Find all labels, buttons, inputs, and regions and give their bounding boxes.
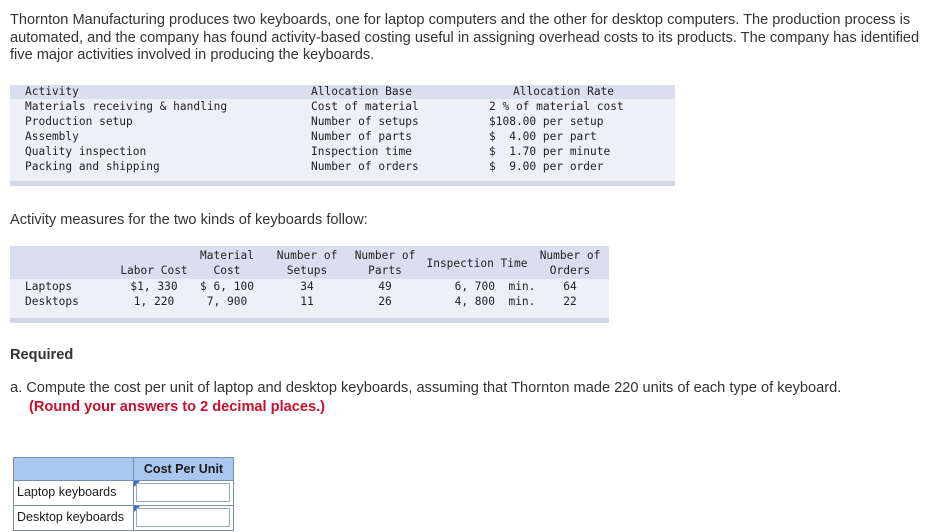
measures-table [10, 246, 609, 323]
header-parts-line1: Number of [354, 249, 416, 262]
desktop-cost-per-unit-input[interactable] [136, 508, 230, 527]
answer-cell-laptop [134, 481, 234, 506]
activity-table [10, 85, 675, 186]
allocation-rate: 2 % of material cost [489, 100, 624, 113]
allocation-base: Number of setups [311, 115, 419, 128]
required-heading: Required [10, 347, 74, 363]
allocation-rate: $108.00 per setup [489, 115, 604, 128]
problem-intro: Thornton Manufacturing produces two keyboards, one for laptop computers and the other for desktop computers. The production process is automated, and the company has found activity-based costing useful in assigning overhead costs to its products. The company has identified five major activities involved in producing the keyboards. [10, 12, 920, 63]
header-allocation-rate: Allocation Rate [513, 85, 615, 98]
header-allocation-base: Allocation Base [311, 85, 413, 98]
header-material-cost-line1: Material [200, 249, 254, 262]
column-header-cost-per-unit: Cost Per Unit [134, 457, 234, 481]
setups-value: 11 [300, 295, 314, 308]
answer-grid-corner [13, 457, 134, 481]
laptop-cost-per-unit-input[interactable] [136, 483, 230, 502]
activity-name: Quality inspection [25, 145, 147, 158]
allocation-rate: $ 1.70 per minute [489, 145, 611, 158]
activity-name: Production setup [25, 115, 133, 128]
product-name: Desktops [25, 295, 79, 308]
header-inspection-time: Inspection Time [426, 257, 528, 270]
row-label-desktop-keyboards: Desktop keyboards [13, 506, 134, 531]
rounding-note: (Round your answers to 2 decimal places.) [29, 399, 326, 415]
parts-value: 26 [378, 295, 392, 308]
allocation-base: Number of orders [311, 160, 419, 173]
header-orders-line1: Number of [539, 249, 601, 262]
header-setups-line2: Setups [286, 264, 328, 277]
material-cost-value: $ 6, 100 [200, 280, 254, 293]
allocation-rate: $ 4.00 per part [489, 130, 597, 143]
allocation-base: Inspection time [311, 145, 413, 158]
allocation-base: Cost of material [311, 100, 419, 113]
activity-name: Packing and shipping [25, 160, 160, 173]
labor-cost-value: 1, 220 [133, 295, 175, 308]
answer-grid [13, 457, 234, 531]
header-activity: Activity [25, 85, 79, 98]
setups-value: 34 [300, 280, 314, 293]
allocation-rate: $ 9.00 per order [489, 160, 604, 173]
header-material-cost-line2: Cost [213, 264, 241, 277]
labor-cost-value: $1, 330 [130, 280, 178, 293]
orders-value: 22 [563, 295, 577, 308]
row-label-laptop-keyboards: Laptop keyboards [13, 481, 134, 506]
header-parts-line2: Parts [368, 264, 402, 277]
answer-cell-desktop [134, 506, 234, 531]
inspection-value: 4, 800 min. [454, 295, 536, 308]
product-name: Laptops [25, 280, 73, 293]
header-labor-cost: Labor Cost [120, 264, 188, 277]
header-orders-line2: Orders [549, 264, 591, 277]
parts-value: 49 [378, 280, 392, 293]
material-cost-value: 7, 900 [206, 295, 248, 308]
activity-name: Assembly [25, 130, 79, 143]
activity-name: Materials receiving & handling [25, 100, 228, 113]
orders-value: 64 [563, 280, 577, 293]
inspection-value: 6, 700 min. [454, 280, 536, 293]
header-setups-line1: Number of [276, 249, 338, 262]
question-a: a. Compute the cost per unit of laptop and desktop keyboards, assuming that Thornton made 220 units of each type of keyboard. [10, 380, 842, 396]
measures-intro: Activity measures for the two kinds of keyboards follow: [10, 212, 368, 228]
allocation-base: Number of parts [311, 130, 413, 143]
